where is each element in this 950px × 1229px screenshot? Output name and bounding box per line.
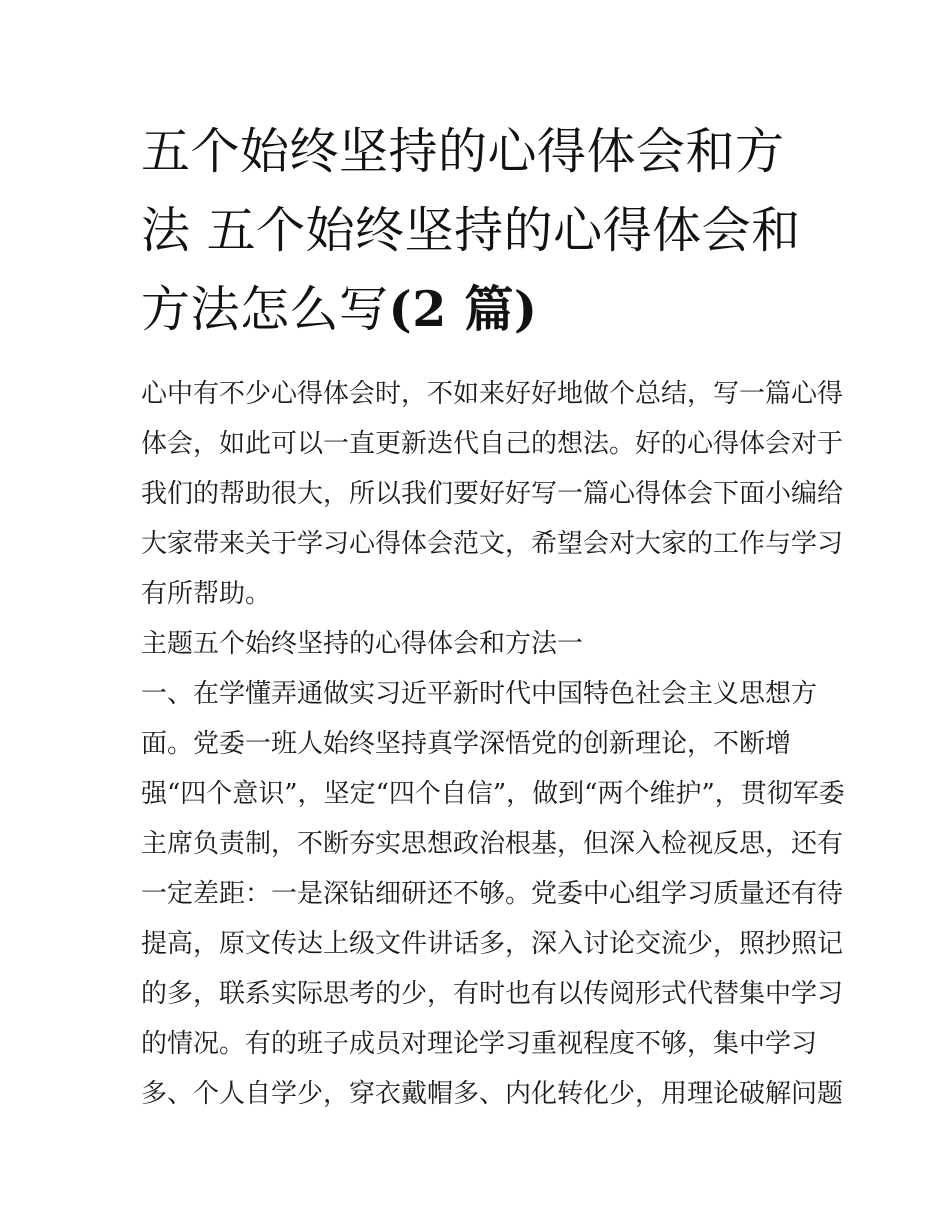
paragraph-line: 的情况。有的班子成员对理论学习重视程度不够，集中学习 bbox=[141, 1029, 818, 1059]
paragraph-line: 体会，如此可以一直更新迭代自己的想法。好的心得体会对于 bbox=[141, 429, 844, 459]
title-article-count: (2 篇) bbox=[388, 280, 538, 338]
title-line: 法 五个始终坚持的心得体会和 bbox=[141, 202, 801, 259]
title-line-text: 方法怎么写 bbox=[141, 281, 389, 338]
title-line: 五个始终坚持的心得体会和方 bbox=[141, 123, 785, 180]
paragraph-line: 多、个人自学少，穿衣戴帽多、内化转化少，用理论破解问题 bbox=[141, 1079, 844, 1109]
section-heading bbox=[141, 619, 816, 669]
document-page bbox=[141, 112, 845, 1119]
paragraph-line: 提高，原文传达上级文件讲话多，深入讨论交流少，照抄照记 bbox=[141, 929, 844, 959]
section-heading-text: 主题五个始终坚持的心得体会和方法一 bbox=[141, 629, 584, 659]
paragraph-line: 的多，联系实际思考的少，有时也有以传阅形式代替集中学习 bbox=[141, 979, 844, 1009]
paragraph-line: 大家带来关于学习心得体会范文，希望会对大家的工作与学习 bbox=[141, 529, 844, 559]
document-body bbox=[141, 369, 845, 1119]
paragraph-line: 有所帮助。 bbox=[141, 579, 272, 609]
paragraph-line: 一、在学懂弄通做实习近平新时代中国特色社会主义思想方 bbox=[141, 679, 818, 709]
paragraph-line: 心中有不少心得体会时，不如来好好地做个总结，写一篇心得 bbox=[141, 379, 844, 409]
intro-paragraph bbox=[141, 369, 844, 619]
paragraph-line: 一定差距：一是深钻细研还不够。党委中心组学习质量还有待 bbox=[141, 879, 844, 909]
section-paragraph bbox=[141, 669, 845, 1119]
paragraph-line: 强“四个意识”，坚定“四个自信”，做到“两个维护”，贯彻军委 bbox=[141, 779, 845, 809]
paragraph-line: 我们的帮助很大，所以我们要好好写一篇心得体会下面小编给 bbox=[141, 479, 844, 509]
document-title bbox=[141, 112, 816, 349]
paragraph-line: 面。党委一班人始终坚持真学深悟党的创新理论，不断增 bbox=[141, 729, 792, 759]
paragraph-line: 主席负责制，不断夯实思想政治根基，但深入检视反思，还有 bbox=[141, 829, 844, 859]
title-line bbox=[141, 270, 816, 349]
